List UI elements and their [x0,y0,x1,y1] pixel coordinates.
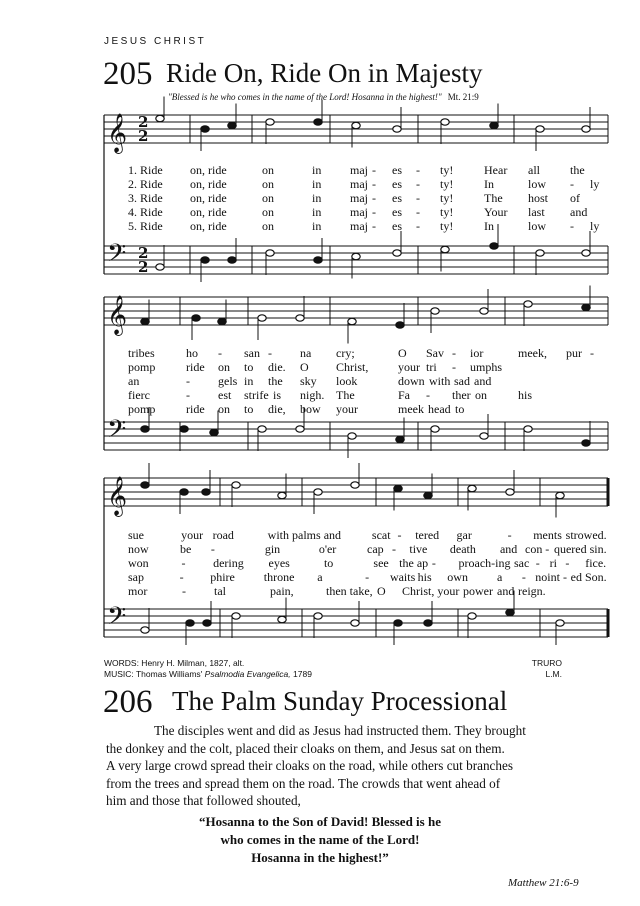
lyric-syllable: Christ, [336,360,369,374]
notehead [141,426,149,432]
time-signature: 2 [138,244,149,262]
lyric-syllable: the [570,163,585,177]
notehead [556,620,564,626]
lyric-syllable: of [570,191,580,205]
lyric-syllable: quered [553,542,587,556]
notehead [396,322,404,328]
lyric-syllable: fice. [585,556,607,570]
lyric-syllable: In [484,219,494,233]
lyric-syllable: - [416,177,420,191]
notehead [582,440,590,446]
notehead [441,119,449,125]
lyric-syllable: ri [549,556,557,570]
notehead [424,492,432,498]
notehead [266,250,274,256]
lyric-syllable: gels [218,374,238,388]
lyric-syllable: - [416,191,420,205]
lyric-syllable: meek, [518,346,547,360]
lyric-syllable: - [590,346,594,360]
notehead [314,257,322,263]
bass-clef-icon: 𝄢 [107,239,127,274]
lyric-syllable: in [312,205,322,219]
treble-clef-icon: 𝄞 [107,113,128,153]
notehead [468,485,476,491]
lyric-syllable: maj [350,219,368,233]
lyric-syllable: with [429,374,451,388]
notehead [431,426,439,432]
lyric-syllable: die, [268,402,286,416]
lyric-syllable: throne [263,570,295,584]
lyric-syllable: power [463,584,493,598]
notehead [278,492,286,498]
notehead [351,620,359,626]
lyric-syllable: - [186,374,190,388]
notehead [468,613,476,619]
lyric-syllable: reign. [518,584,546,598]
lyric-syllable: on [218,360,230,374]
notehead [180,489,188,495]
lyric-syllable: - [507,528,512,542]
treble-clef-icon: 𝄞 [107,476,128,516]
lyric-syllable: on [262,177,274,191]
lyric-syllable: - [372,191,376,205]
lyric-syllable: on [262,205,274,219]
lyric-syllable: see [373,556,389,570]
lyric-syllable: - [426,388,430,402]
lyric-syllable: waits [389,570,416,584]
notehead [156,264,164,270]
lyric-syllable: ty! [440,163,454,177]
quote-line: who comes in the name of the Lord! [220,832,420,847]
notehead [203,620,211,626]
lyric-syllable: - [372,205,376,219]
lyric-syllable: O [300,360,309,374]
lyric-syllable: to [244,402,254,416]
lyric-syllable: ly [590,219,600,233]
lyric-syllable: pomp [128,360,156,374]
lyric-syllable: - [565,556,570,570]
notehead [141,627,149,633]
lyric-syllable: ho [186,346,198,360]
lyric-syllable: pomp [128,402,156,416]
notehead [258,315,266,321]
lyric-syllable: on [475,388,487,402]
lyric-syllable: - [570,177,574,191]
lyric-syllable: on, ride [190,219,227,233]
lyric-syllable: on, ride [190,205,227,219]
notehead [201,257,209,263]
lyric-syllable: - [521,570,526,584]
lyric-syllable: strowed. [565,528,607,542]
lyric-syllable: ride [186,402,205,416]
lyric-syllable: noint [535,570,560,584]
lyric-syllable: dering [213,556,244,570]
music-credit-source: Psalmodia Evangelica, [204,669,291,679]
lyric-syllable: maj [350,205,368,219]
time-signature: 2 [138,258,149,276]
notehead [524,301,532,307]
notehead [352,122,360,128]
lyric-syllable: 1. Ride [128,163,163,177]
lyric-syllable: - [431,556,436,570]
notehead [394,485,402,491]
lyric-syllable: na [300,346,312,360]
hymn-number: 205 [103,56,153,92]
lyric-syllable: - [545,542,550,556]
lyric-syllable: est [218,388,232,402]
lyric-syllable: tive [409,542,428,556]
treble-clef-icon: 𝄞 [107,295,128,335]
reading-number: 206 [103,684,153,720]
lyric-syllable: and [323,528,342,542]
lyric-syllable: to [455,402,465,416]
lyric-syllable: maj [350,191,368,205]
lyric-syllable: - [218,346,222,360]
lyric-syllable: in [244,374,254,388]
lyric-syllable: ty! [440,219,454,233]
notehead [156,115,164,121]
notehead [556,492,564,498]
lyric-syllable: eyes [268,556,290,570]
notehead [202,489,210,495]
lyric-syllable: - [210,542,215,556]
lyric-syllable: on, ride [190,177,227,191]
notehead [258,426,266,432]
lyric-syllable: a [497,570,503,584]
lyric-syllable: sac [513,556,530,570]
lyric-syllable: - [179,570,184,584]
lyric-syllable: pur [566,346,582,360]
lyric-syllable: own [447,570,468,584]
lyric-syllable: an [128,374,140,388]
notehead [314,489,322,495]
lyric-syllable: es [392,191,402,205]
notehead [396,436,404,442]
reading-line: him and those that followed shouted, [106,793,301,808]
lyric-syllable: - [562,570,567,584]
notehead [296,426,304,432]
notehead [582,304,590,310]
lyric-syllable: and [497,584,515,598]
lyric-syllable: 5. Ride [128,219,163,233]
lyric-syllable: the ap [399,556,429,570]
lyric-syllable: Christ, your [402,584,460,598]
lyric-syllable: maj [350,163,368,177]
lyric-syllable: road [212,528,234,542]
reading-title: The Palm Sunday Processional [172,686,508,716]
lyric-syllable: - [365,570,370,584]
lyric-syllable: The [484,191,503,205]
lyric-syllable: on [262,219,274,233]
notehead [351,482,359,488]
notehead [424,620,432,626]
lyric-syllable: ments [533,528,562,542]
lyric-syllable: on [218,402,230,416]
time-signature: 2 [138,113,149,131]
lyric-syllable: O [398,346,407,360]
lyric-syllable: the [268,374,283,388]
lyric-syllable: last [528,205,545,219]
lyric-syllable: sap [128,570,144,584]
lyric-syllable: Your [484,205,508,219]
lyric-syllable: - [452,346,456,360]
notehead [218,318,226,324]
notehead [431,308,439,314]
notehead [141,482,149,488]
lyric-syllable: ty! [440,177,454,191]
notehead [210,429,218,435]
notehead [506,489,514,495]
notehead [296,315,304,321]
notehead [480,308,488,314]
lyric-syllable: - [397,528,402,542]
lyric-syllable: - [416,205,420,219]
lyric-syllable: - [372,177,376,191]
notehead [314,119,322,125]
lyric-syllable: ty! [440,191,454,205]
notehead [141,318,149,324]
time-signature: 2 [138,127,149,145]
lyric-syllable: - [372,219,376,233]
notehead [278,616,286,622]
lyric-syllable: phire [210,570,235,584]
lyric-syllable: a [317,570,323,584]
lyric-syllable: and [474,374,492,388]
lyric-syllable: tered [415,528,440,542]
lyric-syllable: ther [452,388,471,402]
lyric-syllable: die. [268,360,286,374]
lyric-syllable: death [449,542,476,556]
lyric-syllable: nigh. [300,388,325,402]
lyric-syllable: es [392,205,402,219]
reading-line: A very large crowd spread their cloaks on the road, while others cut branches [106,758,513,773]
notehead [490,122,498,128]
lyric-syllable: won [128,556,149,570]
lyric-syllable: low [528,219,546,233]
lyric-syllable: in [312,163,322,177]
lyric-syllable: and [570,205,588,219]
notehead [180,426,188,432]
lyric-syllable: in [312,177,322,191]
lyric-syllable: Hear [484,163,508,177]
notehead [506,609,514,615]
lyric-syllable: O [377,584,386,598]
quote-line: Hosanna in the highest!” [251,850,389,865]
bass-clef-icon: 𝄢 [107,602,127,637]
reading-line: The disciples went and did as Jesus had instructed them. They brought [154,723,526,738]
notehead [186,620,194,626]
notehead [348,433,356,439]
reading-line: from the trees and spread them on the road. The crowds that went ahead of [106,775,501,791]
lyric-syllable: to [323,556,334,570]
lyric-syllable: sky [300,374,317,388]
lyric-syllable: san [244,346,260,360]
lyric-syllable: strife [244,388,269,402]
lyric-syllable: ed [570,570,582,584]
notehead [232,613,240,619]
notehead [394,620,402,626]
reading-text [106,722,600,810]
lyric-syllable: sin. [589,542,607,556]
meter: L.M. [545,669,562,679]
lyric-syllable: on [262,163,274,177]
tune-name: TRURO [531,658,562,668]
lyric-syllable: Fa [398,388,410,402]
lyric-syllable: ride [186,360,205,374]
lyric-syllable: all [528,163,540,177]
lyric-syllable: low [528,177,546,191]
lyric-syllable: head [428,402,451,416]
lyric-syllable: - [570,219,574,233]
music-credit-year: 1789 [293,669,312,679]
lyric-syllable: - [182,584,186,598]
hymn-title: Ride On, Ride On in Majesty [166,58,483,88]
lyric-syllable: es [392,177,402,191]
lyric-syllable: The [336,388,355,402]
notehead [441,246,449,252]
notehead [524,426,532,432]
lyric-syllable: on, ride [190,163,227,177]
lyric-syllable: 2. Ride [128,177,163,191]
lyric-syllable: - [181,556,186,570]
lyric-syllable: your [181,528,204,542]
section-heading: JESUS CHRIST [104,36,207,47]
lyric-syllable: ior [470,346,484,360]
lyric-syllable: Sav [426,346,444,360]
lyric-syllable: proach-ing [458,556,511,570]
lyric-syllable: tribes [128,346,155,360]
notehead [490,243,498,249]
lyric-syllable: con [525,542,543,556]
notehead [266,119,274,125]
quote-line: “Hosanna to the Son of David! Blessed is he [199,814,441,829]
lyric-syllable: down [398,374,425,388]
lyric-syllable: - [416,219,420,233]
notehead [314,613,322,619]
lyric-syllable: look [336,374,358,388]
lyric-syllable: cry; [336,346,355,360]
lyric-syllable: in [312,219,322,233]
epigraph-reference: Mt. 21:9 [447,92,479,102]
words-credit: WORDS: Henry H. Milman, 1827, alt. [104,658,245,668]
lyric-syllable: his [417,570,432,584]
lyric-syllable: umphs [470,360,503,374]
lyric-syllable: fierc [128,388,150,402]
lyric-syllable: tal [214,584,226,598]
notehead [393,250,401,256]
lyric-syllable: with palms [267,528,321,542]
lyric-syllable: scat [371,528,391,542]
notehead [582,126,590,132]
lyric-syllable: - [535,556,540,570]
lyric-syllable: meek [398,402,424,416]
lyric-syllable: Son. [584,570,607,584]
notehead [536,126,544,132]
lyric-syllable: gin [264,542,281,556]
lyric-syllable: your [398,360,420,374]
lyric-syllable: 4. Ride [128,205,163,219]
notehead [232,482,240,488]
notehead [348,318,356,324]
lyric-syllable: to [244,360,254,374]
lyric-syllable: is [273,388,282,402]
lyric-syllable: - [186,388,190,402]
lyric-syllable: and [499,542,518,556]
lyric-syllable: maj [350,177,368,191]
lyric-syllable: - [452,360,456,374]
lyric-syllable: In [484,177,494,191]
lyric-syllable: tri [426,360,437,374]
lyric-syllable: bow [300,402,321,416]
lyric-syllable: es [392,219,402,233]
notehead [192,315,200,321]
lyric-syllable: your [336,402,358,416]
lyric-syllable: be [180,542,192,556]
lyric-syllable: 3. Ride [128,191,163,205]
lyric-syllable: on [262,191,274,205]
lyric-syllable: ly [590,177,600,191]
lyric-syllable: pain, [270,584,294,598]
lyric-syllable: sad [454,374,470,388]
lyric-syllable: mor [128,584,148,598]
lyric-syllable: his [518,388,533,402]
music-credit [104,669,312,679]
lyric-syllable: cap [367,542,384,556]
notehead [582,250,590,256]
lyric-syllable: - [372,163,376,177]
notehead [201,126,209,132]
lyric-syllable: then take, [326,584,373,598]
lyric-syllable: sue [128,528,144,542]
lyric-syllable: gar [456,528,472,542]
reading-line: the donkey and the colt, placed their cloaks on them, and Jesus sat on them. [106,740,505,756]
notehead [536,250,544,256]
lyric-syllable: es [392,163,402,177]
notehead [393,126,401,132]
bass-clef-icon: 𝄢 [107,415,127,450]
lyric-syllable: host [528,191,549,205]
notehead [352,253,360,259]
notehead [480,433,488,439]
notehead [228,122,236,128]
lyric-syllable: ty! [440,205,454,219]
lyric-syllable: on, ride [190,191,227,205]
lyric-syllable: - [416,163,420,177]
lyric-syllable: - [392,542,397,556]
lyric-syllable: o'er [318,542,337,556]
epigraph-quote: "Blessed is he who comes in the name of the Lord! Hosanna in the highest!" [168,92,442,102]
scripture-citation: Matthew 21:6-9 [508,877,579,889]
lyric-syllable: in [312,191,322,205]
notehead [228,257,236,263]
lyric-syllable: - [268,346,272,360]
lyric-syllable: now [128,542,149,556]
music-credit-prefix: MUSIC: Thomas Williams' [104,669,203,679]
